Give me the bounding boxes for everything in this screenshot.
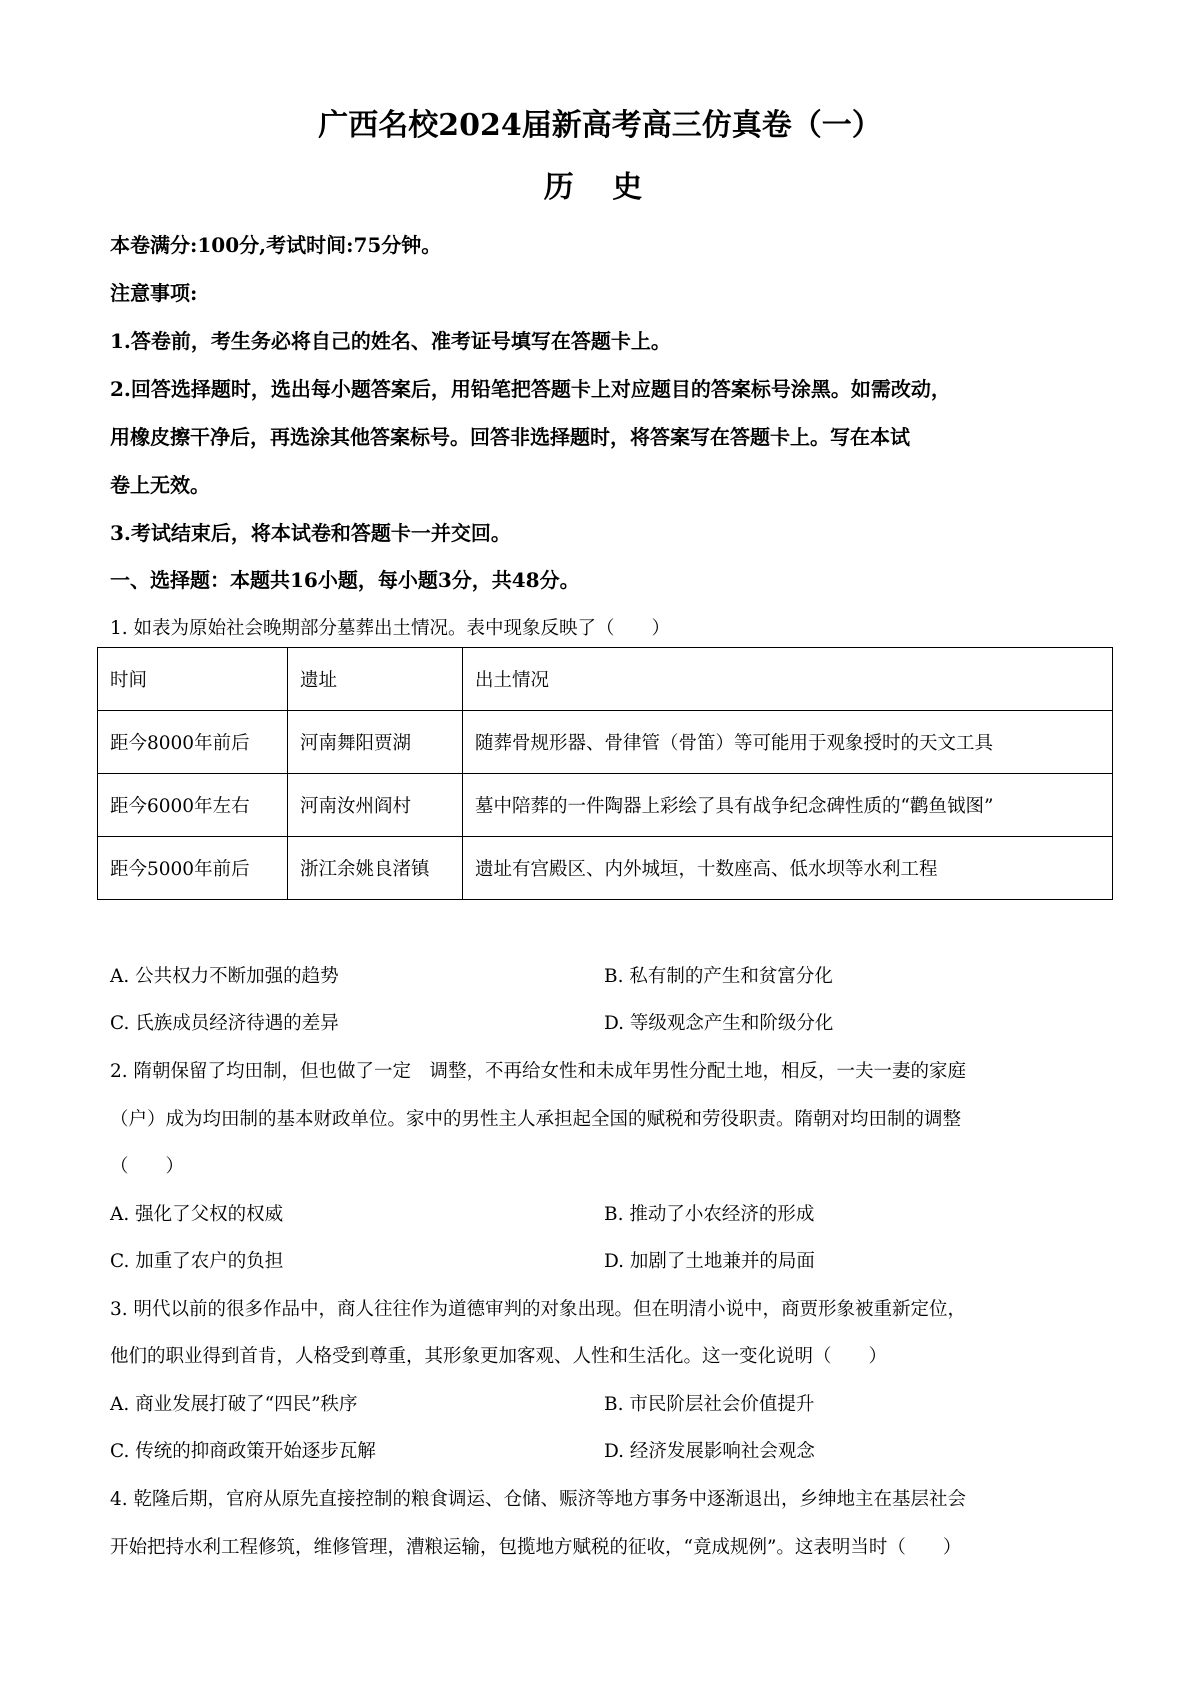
- section-1-heading: 一、选择题：本题共16小题，每小题3分，共48分。: [110, 568, 580, 592]
- q3-option-d: D. 经济发展影响社会观念: [604, 1441, 815, 1462]
- table-row: [98, 837, 1113, 900]
- question-4-line-2: 开始把持水利工程修筑，维修管理，漕粮运输，包揽地方赋税的征收，“竟成规例”。这表明当时（ ）: [110, 1537, 962, 1558]
- subject-title: 历 史: [543, 170, 657, 205]
- exam-title: 广西名校2024届新高考高三仿真卷（一）: [318, 108, 882, 143]
- table-cell-finding: 遗址有宫殿区、内外城垣，十数座高、低水坝等水利工程: [463, 837, 1113, 900]
- table-header-cell: 出土情况: [463, 648, 1113, 711]
- question-1-table: [97, 647, 1113, 900]
- question-3-line-2: 他们的职业得到首肯，人格受到尊重，其形象更加客观、人性和生活化。这一变化说明（ ）: [110, 1346, 888, 1367]
- q2-option-a: A. 强化了父权的权威: [110, 1204, 284, 1225]
- question-4-line-1: 4. 乾隆后期，官府从原先直接控制的粮食调运、仓储、赈济等地方事务中逐渐退出，乡绅地主在基层社会: [110, 1489, 967, 1510]
- q3-option-a: A. 商业发展打破了“四民”秩序: [110, 1394, 358, 1415]
- question-1-stem: 1. 如表为原始社会晚期部分墓葬出土情况。表中现象反映了（ ）: [110, 618, 671, 639]
- table-cell-time: 距今8000年前后: [98, 711, 288, 774]
- q3-option-c: C. 传统的抑商政策开始逐步瓦解: [110, 1441, 376, 1462]
- notes-heading: 注意事项:: [110, 281, 198, 305]
- table-cell-time: 距今6000年左右: [98, 774, 288, 837]
- q2-option-c: C. 加重了农户的负担: [110, 1251, 284, 1272]
- table-cell-site: 河南舞阳贾湖: [288, 711, 463, 774]
- question-2-line-3: （ ）: [110, 1156, 185, 1177]
- q1-option-d: D. 等级观念产生和阶级分化: [604, 1013, 834, 1034]
- table-cell-site: 河南汝州阎村: [288, 774, 463, 837]
- q1-option-a: A. 公共权力不断加强的趋势: [110, 966, 339, 987]
- q1-option-c: C. 氏族成员经济待遇的差异: [110, 1013, 339, 1034]
- table-header-cell: 遗址: [288, 648, 463, 711]
- table-header-row: [98, 648, 1113, 711]
- q3-option-b: B. 市民阶层社会价值提升: [604, 1394, 815, 1415]
- table-row: [98, 774, 1113, 837]
- table-row: [98, 711, 1113, 774]
- table-cell-finding: 随葬骨规形器、骨律管（骨笛）等可能用于观象授时的天文工具: [463, 711, 1113, 774]
- question-2-line-2: （户）成为均田制的基本财政单位。家中的男性主人承担起全国的赋税和劳役职责。隋朝对均田制的调整: [110, 1109, 962, 1130]
- table-cell-time: 距今5000年前后: [98, 837, 288, 900]
- table-cell-site: 浙江余姚良渚镇: [288, 837, 463, 900]
- question-2-line-1: 2. 隋朝保留了均田制，但也做了一定 调整，不再给女性和未成年男性分配土地，相反，一夫一妻的家庭: [110, 1061, 967, 1082]
- note-2-line-3: 卷上无效。: [110, 473, 210, 497]
- note-1: 1.答卷前，考生务必将自己的姓名、准考证号填写在答题卡上。: [110, 329, 671, 353]
- q2-option-b: B. 推动了小农经济的形成: [604, 1204, 815, 1225]
- note-2-line-2: 用橡皮擦干净后，再选涂其他答案标号。回答非选择题时，将答案写在答题卡上。写在本试: [110, 425, 910, 449]
- table-header-cell: 时间: [98, 648, 288, 711]
- q1-option-b: B. 私有制的产生和贫富分化: [604, 966, 833, 987]
- score-time-info: 本卷满分:100分,考试时间:75分钟。: [110, 233, 442, 257]
- note-3: 3.考试结束后，将本试卷和答题卡一并交回。: [110, 521, 511, 545]
- question-3-line-1: 3. 明代以前的很多作品中，商人往往作为道德审判的对象出现。但在明清小说中，商贾形象被重新定位，: [110, 1299, 967, 1320]
- note-2-line-1: 2.回答选择题时，选出每小题答案后，用铅笔把答题卡上对应题目的答案标号涂黑。如需改动，: [110, 377, 951, 401]
- q2-option-d: D. 加剧了土地兼并的局面: [604, 1251, 815, 1272]
- table-cell-finding: 墓中陪葬的一件陶器上彩绘了具有战争纪念碑性质的“鹳鱼钺图”: [463, 774, 1113, 837]
